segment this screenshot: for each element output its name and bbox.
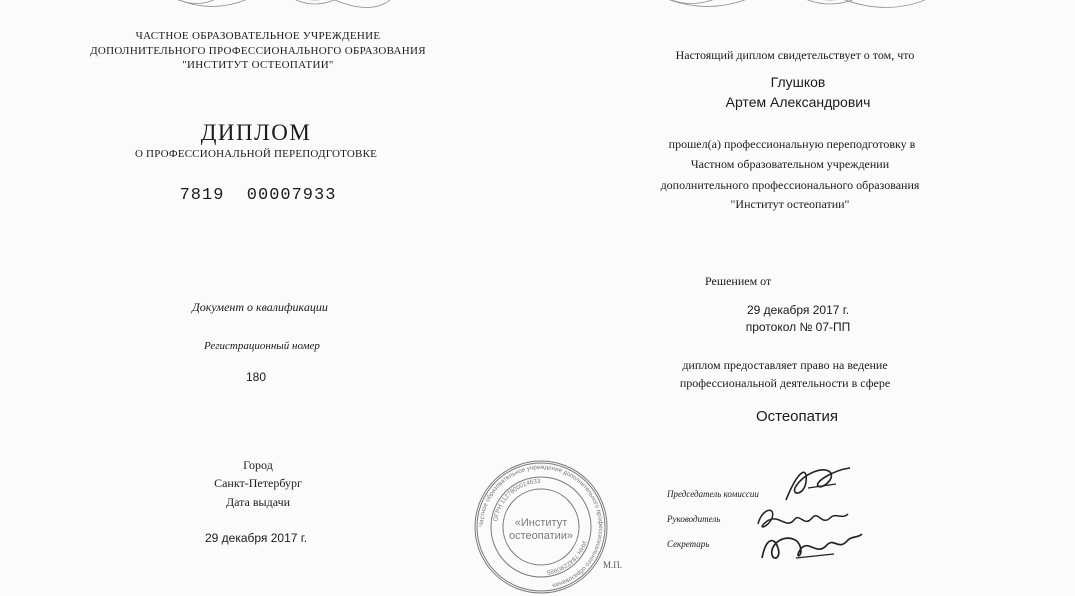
ornament-left xyxy=(165,0,390,10)
secretary-label: Секретарь xyxy=(667,539,710,549)
diploma-subtitle: О ПРОФЕССИОНАЛЬНОЙ ПЕРЕПОДГОТОВКЕ xyxy=(134,148,378,160)
decision-date: 29 декабря 2017 г. xyxy=(746,303,850,317)
right-line-2: профессиональной деятельности в сфере xyxy=(679,376,891,390)
right-line-1: диплом предоставляет право на ведение xyxy=(682,358,888,372)
head-label: Руководитель xyxy=(667,514,721,524)
intro-text: Настоящий диплом свидетельствует о том, что xyxy=(675,48,915,62)
retraining-line-4: "Институт остеопатии" xyxy=(730,197,850,211)
ornament-right xyxy=(655,0,925,10)
institution-line-2: ДОПОЛНИТЕЛЬНОГО ПРОФЕССИОНАЛЬНОГО ОБРАЗОВАНИЯ xyxy=(90,45,426,57)
series-number: 7819 00007933 xyxy=(179,186,337,205)
retraining-line-3: дополнительного профессионального образования xyxy=(660,178,920,192)
retraining-line-2: Частном образовательном учреждении xyxy=(690,157,890,171)
protocol-number: протокол № 07-ПП xyxy=(745,320,851,334)
seal-center-line-1: «Институт xyxy=(514,517,568,529)
recipient-surname: Глушков xyxy=(770,74,826,90)
chairman-label: Председатель комиссии xyxy=(667,489,759,499)
seal-center-line-2: остеопатии» xyxy=(508,530,574,542)
institution-line-3: "ИНСТИТУТ ОСТЕОПАТИИ" xyxy=(182,59,334,71)
secretary-signature xyxy=(756,528,866,568)
seal-ogrn: ОГРН 1127800014633 xyxy=(492,477,541,522)
seal-inn: ИНН 7842290985 xyxy=(546,539,588,576)
institution-line-1: ЧАСТНОЕ ОБРАЗОВАТЕЛЬНОЕ УЧРЕЖДЕНИЕ xyxy=(135,30,381,42)
seal-outer-text: Частное образовательное учреждение дополнительного профессионального образования xyxy=(477,463,605,589)
recipient-name: Артем Александрович xyxy=(725,94,871,110)
city-label: Город xyxy=(243,458,273,472)
issue-date: 29 декабря 2017 г. xyxy=(204,531,308,545)
seal-mp-label: М.П. xyxy=(603,560,623,570)
city-value: Санкт-Петербург xyxy=(214,476,302,490)
registration-label: Регистрационный номер xyxy=(204,340,320,352)
document-type: Документ о квалификации xyxy=(192,300,328,314)
decision-label: Решением от xyxy=(705,274,772,288)
specialty-field: Остеопатия xyxy=(755,408,839,425)
official-seal xyxy=(472,458,610,596)
issue-date-label: Дата выдачи xyxy=(225,495,291,509)
retraining-line-1: прошел(а) профессиональную переподготовку в xyxy=(668,137,916,151)
registration-number: 180 xyxy=(245,370,267,384)
diploma-title: ДИПЛОМ xyxy=(200,120,312,145)
